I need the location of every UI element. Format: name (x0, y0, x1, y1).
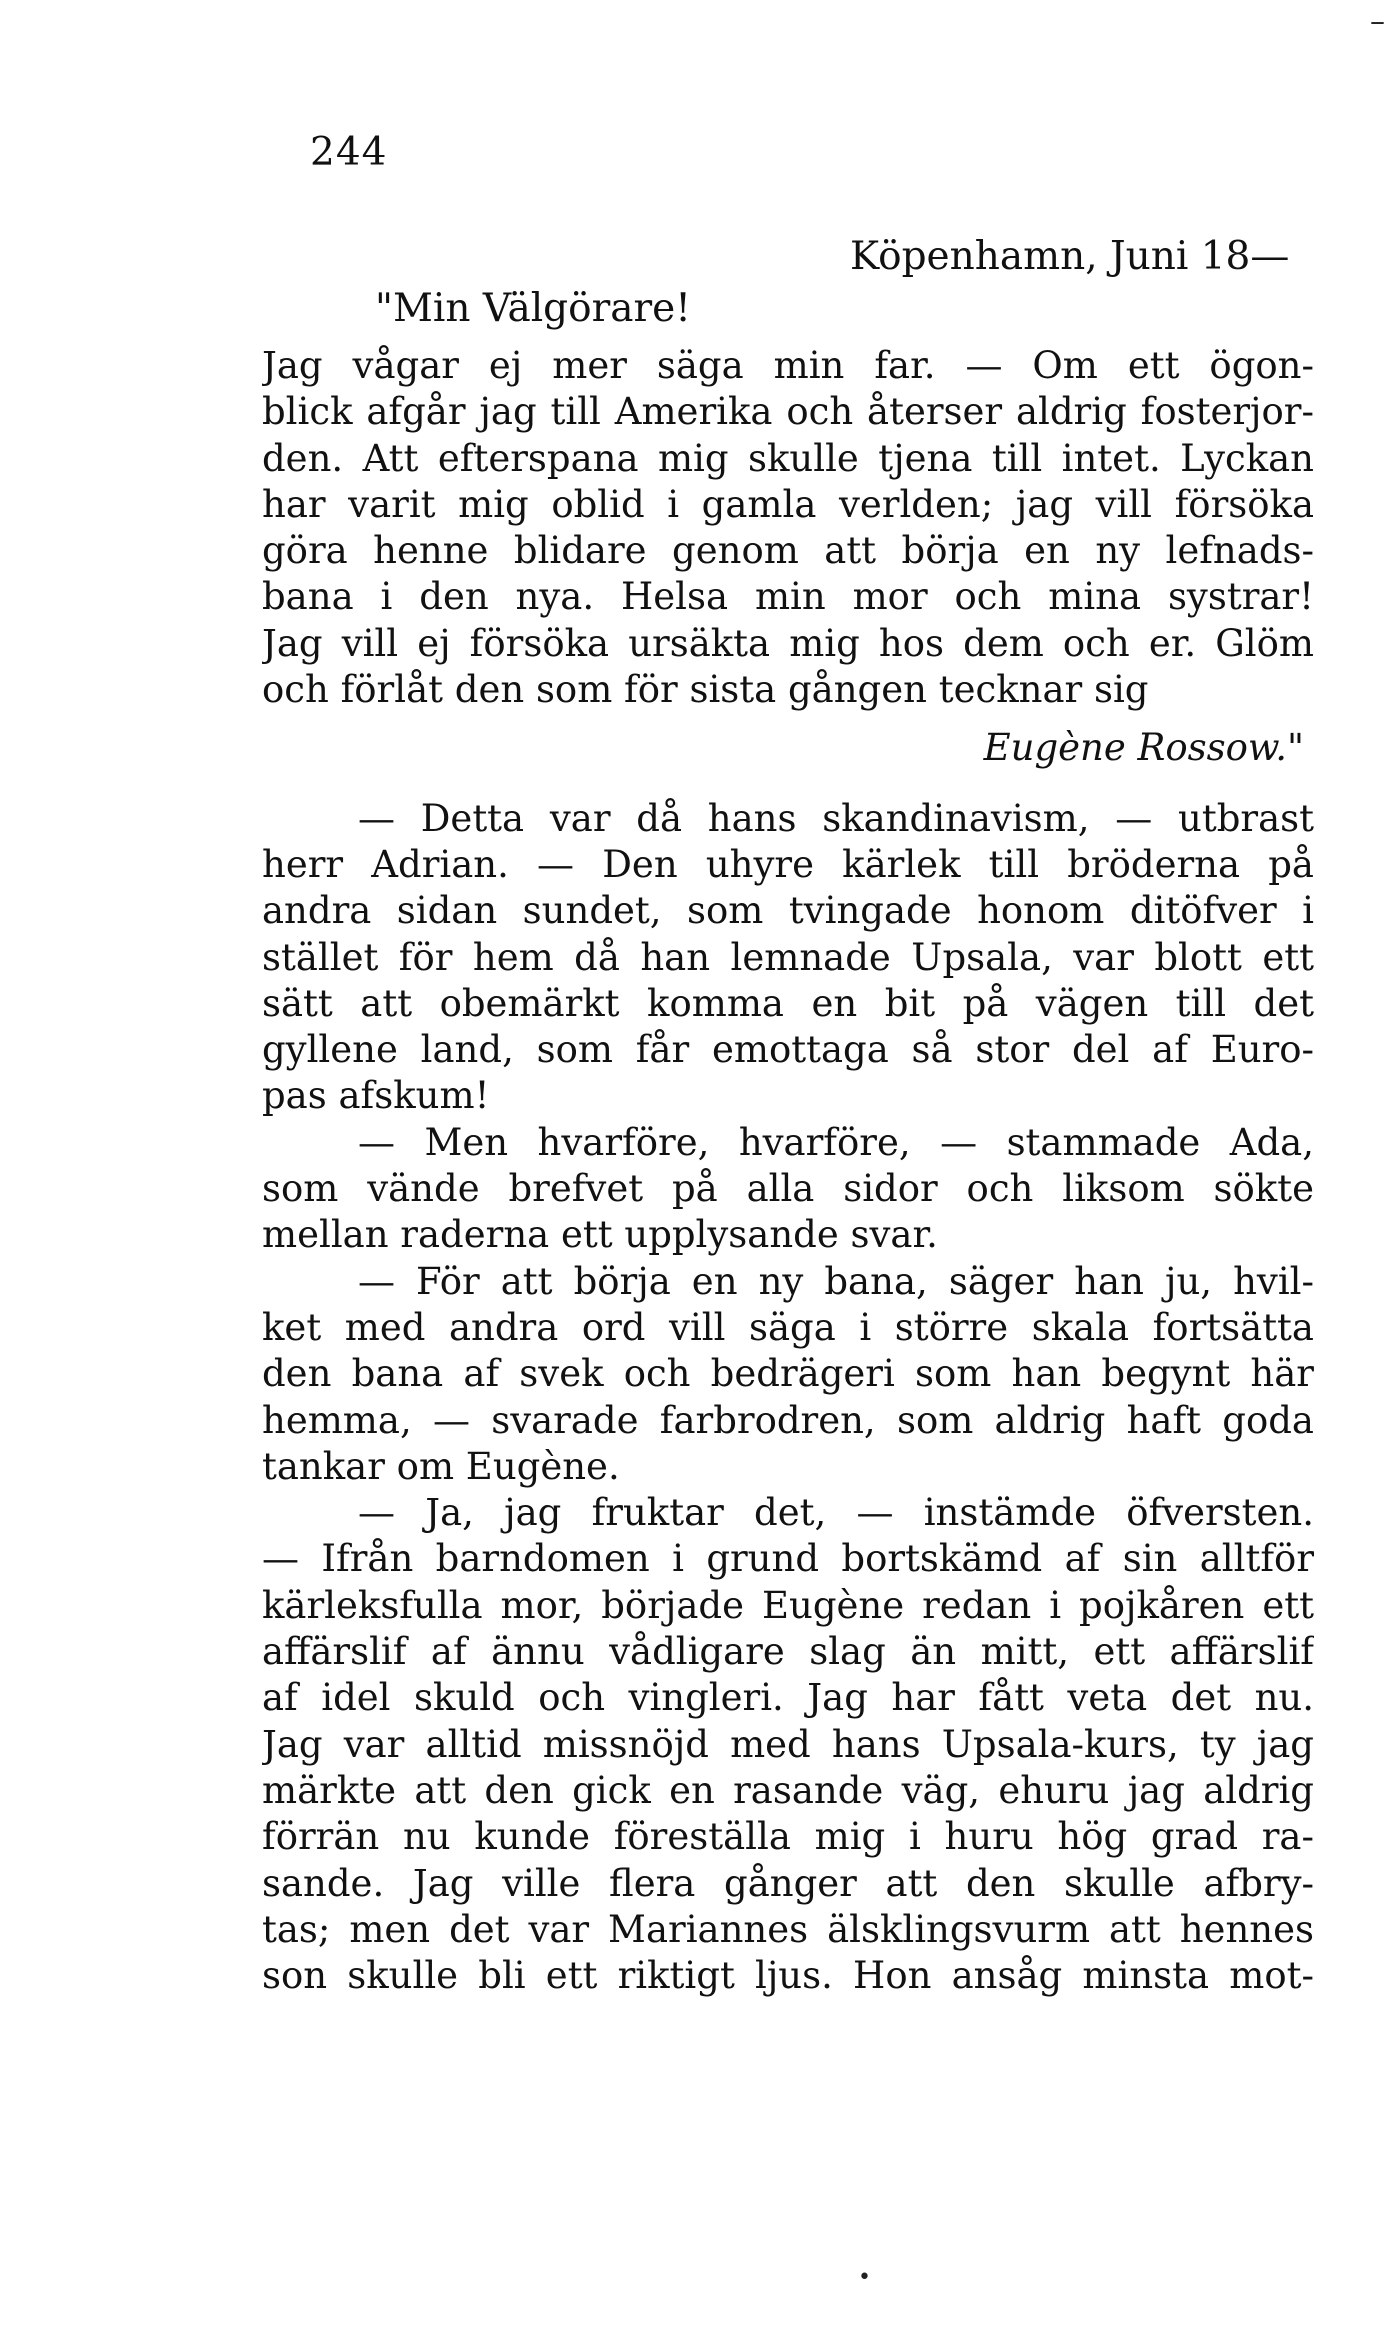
text-line: — Ja, jag fruktar det, — instämde öfversten. (358, 1491, 1314, 1535)
text-line: märkte att den gick en rasande väg, ehuru jag aldrig (262, 1768, 1314, 1812)
letter-dateline: Köpenhamn, Juni 18— (850, 234, 1290, 279)
text-line: Jag var alltid missnöjd med hans Upsala-kurs, ty jag (262, 1722, 1314, 1766)
text-line: tankar om Eugène. (262, 1444, 620, 1488)
text-line: affärslif af ännu vådligare slag än mitt, ett affärslif (262, 1630, 1314, 1674)
page-edge-mark: – (1370, 4, 1385, 39)
text-line: blick afgår jag till Amerika och återser aldrig fosterjor- (262, 390, 1314, 434)
text-line: herr Adrian. — Den uhyre kärlek till bröderna på (262, 842, 1314, 886)
text-line: den bana af svek och bedrägeri som han begynt här (262, 1352, 1314, 1396)
text-line: — Detta var då hans skandinavism, — utbrast (358, 796, 1314, 840)
text-line: pas afskum! (262, 1074, 490, 1118)
text-line: som vände brefvet på alla sidor och liksom sökte (262, 1167, 1314, 1211)
text-line: ket med andra ord vill säga i större skala fortsätta (262, 1305, 1314, 1349)
text-line: gyllene land, som får emottaga så stor del af Euro- (262, 1028, 1314, 1072)
text-line: stället för hem då han lemnade Upsala, var blott ett (262, 935, 1314, 979)
text-line: göra henne blidare genom att börja en ny lefnads- (262, 529, 1314, 573)
text-line: den. Att efterspana mig skulle tjena till intet. Lyckan (262, 436, 1314, 480)
text-line: — För att börja en ny bana, säger han ju, hvil- (358, 1259, 1314, 1303)
letter-salutation: "Min Välgörare! (375, 286, 691, 331)
page-dot-mark: • (858, 2265, 871, 2290)
page-number: 244 (310, 130, 388, 175)
text-line: förrän nu kunde föreställa mig i huru hög grad ra- (262, 1815, 1314, 1859)
text-line: son skulle bli ett riktigt ljus. Hon ansåg minsta mot- (262, 1954, 1314, 1998)
letter-signature: Eugène Rossow." (983, 726, 1304, 770)
text-line: — Ifrån barndomen i grund bortskämd af sin alltför (262, 1537, 1314, 1581)
text-line: af idel skuld och vingleri. Jag har fått veta det nu. (262, 1676, 1314, 1720)
text-line: andra sidan sundet, som tvingade honom ditöfver i (262, 889, 1314, 933)
text-line: sätt att obemärkt komma en bit på vägen till det (262, 981, 1314, 1025)
text-line: och förlåt den som för sista gången tecknar sig (262, 668, 1149, 712)
text-line: tas; men det var Mariannes älsklingsvurm att hennes (262, 1907, 1314, 1951)
text-line: bana i den nya. Helsa min mor och mina systrar! (262, 575, 1314, 619)
text-line: Jag vågar ej mer säga min far. — Om ett ögon- (262, 344, 1314, 387)
text-line: Jag vill ej försöka ursäkta mig hos dem och er. Glöm (262, 621, 1314, 665)
text-line: mellan raderna ett upplysande svar. (262, 1213, 938, 1257)
text-line: sande. Jag ville flera gånger att den skulle afbry- (262, 1861, 1314, 1905)
text-line: har varit mig oblid i gamla verlden; jag vill försöka (262, 482, 1314, 526)
body-text (262, 343, 1314, 1999)
text-line: kärleksfulla mor, började Eugène redan i pojkåren ett (262, 1583, 1314, 1627)
text-line: — Men hvarföre, hvarföre, — stammade Ada, (358, 1120, 1314, 1164)
text-line: hemma, — svarade farbrodren, som aldrig haft goda (262, 1398, 1314, 1442)
